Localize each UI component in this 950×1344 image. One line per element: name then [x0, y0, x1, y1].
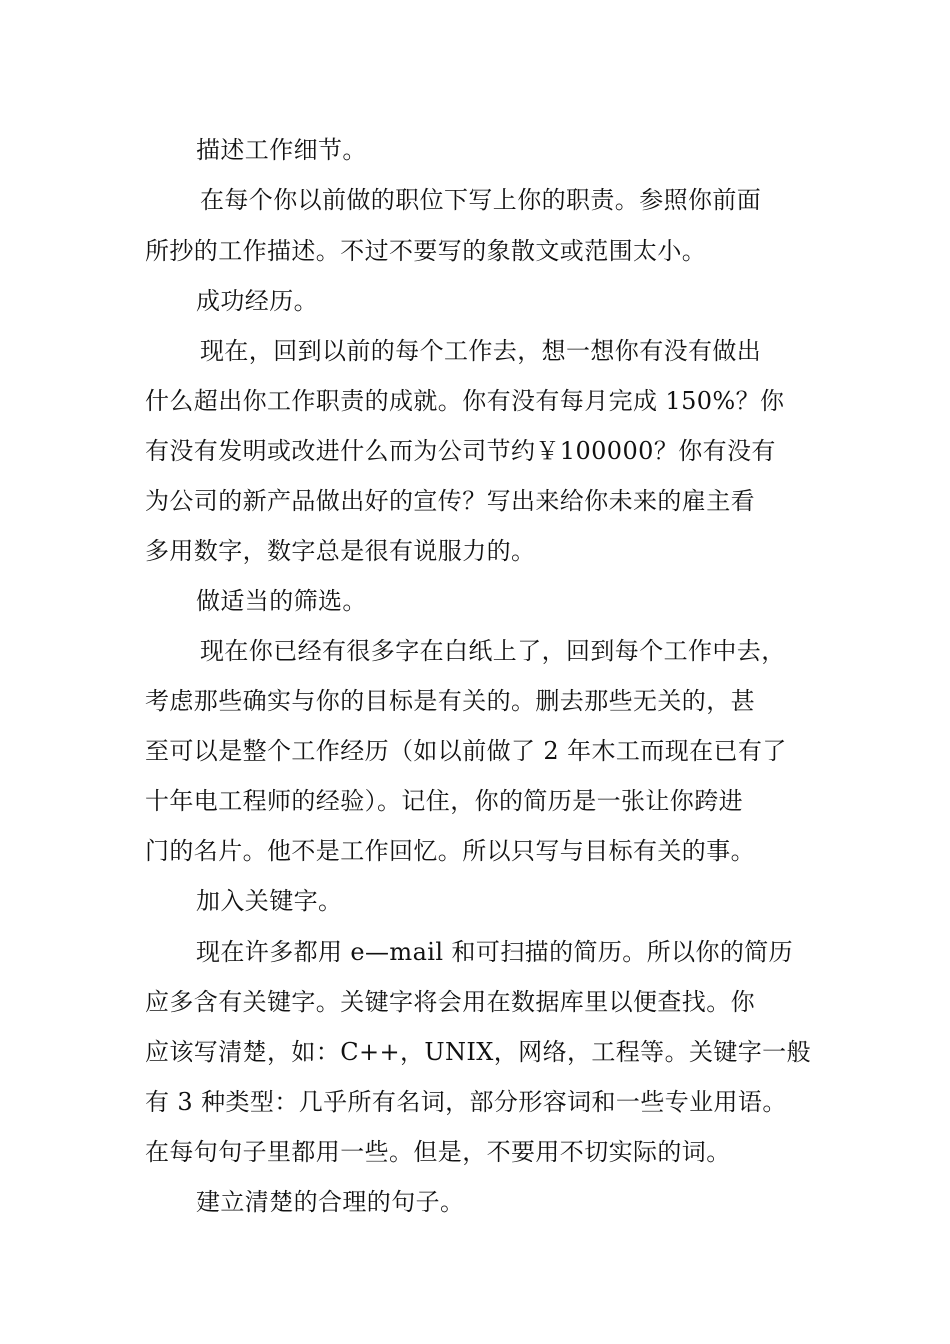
heading-clear-sentences: 建立清楚的合理的句子。 [196, 1188, 465, 1216]
paragraph-line: 至可以是整个工作经历（如以前做了 2 年木工而现在已有了 [145, 737, 787, 765]
paragraph-line: 为公司的新产品做出好的宣传？写出来给你未来的雇主看 [145, 487, 755, 515]
paragraph-line: 有没有发明或改进什么而为公司节约￥100000？你有没有 [145, 437, 776, 465]
paragraph-line: 门的名片。他不是工作回忆。所以只写与目标有关的事。 [145, 837, 755, 865]
heading-proper-screening: 做适当的筛选。 [196, 587, 367, 615]
paragraph-line: 应多含有关键字。关键字将会用在数据库里以便查找。你 [145, 988, 755, 1016]
heading-add-keywords: 加入关键字。 [196, 887, 343, 915]
paragraph-line: 所抄的工作描述。不过不要写的象散文或范围太小。 [145, 237, 707, 265]
paragraph-line: 考虑那些确实与你的目标是有关的。删去那些无关的，甚 [145, 687, 755, 715]
paragraph-line: 现在许多都用 e—mail 和可扫描的简历。所以你的简历 [196, 938, 794, 966]
paragraph-line: 多用数字，数字总是很有说服力的。 [145, 537, 536, 565]
paragraph-line: 在每个你以前做的职位下写上你的职责。参照你前面 [200, 186, 762, 214]
paragraph-line: 现在，回到以前的每个工作去，想一想你有没有做出 [200, 337, 762, 365]
heading-success-experience: 成功经历。 [196, 287, 318, 315]
paragraph-line: 什么超出你工作职责的成就。你有没有每月完成 150%？你 [145, 387, 785, 415]
paragraph-line: 应该写清楚，如：C++，UNIX，网络，工程等。关键字一般 [145, 1038, 811, 1066]
paragraph-line: 现在你已经有很多字在白纸上了，回到每个工作中去， [200, 637, 786, 665]
paragraph-line: 有 3 种类型：几乎所有名词，部分形容词和一些专业用语。 [145, 1088, 787, 1116]
paragraph-line: 十年电工程师的经验）。记住，你的简历是一张让你跨进 [145, 787, 743, 815]
paragraph-line: 在每句句子里都用一些。但是，不要用不切实际的词。 [145, 1138, 731, 1166]
heading-work-details: 描述工作细节。 [196, 136, 367, 164]
